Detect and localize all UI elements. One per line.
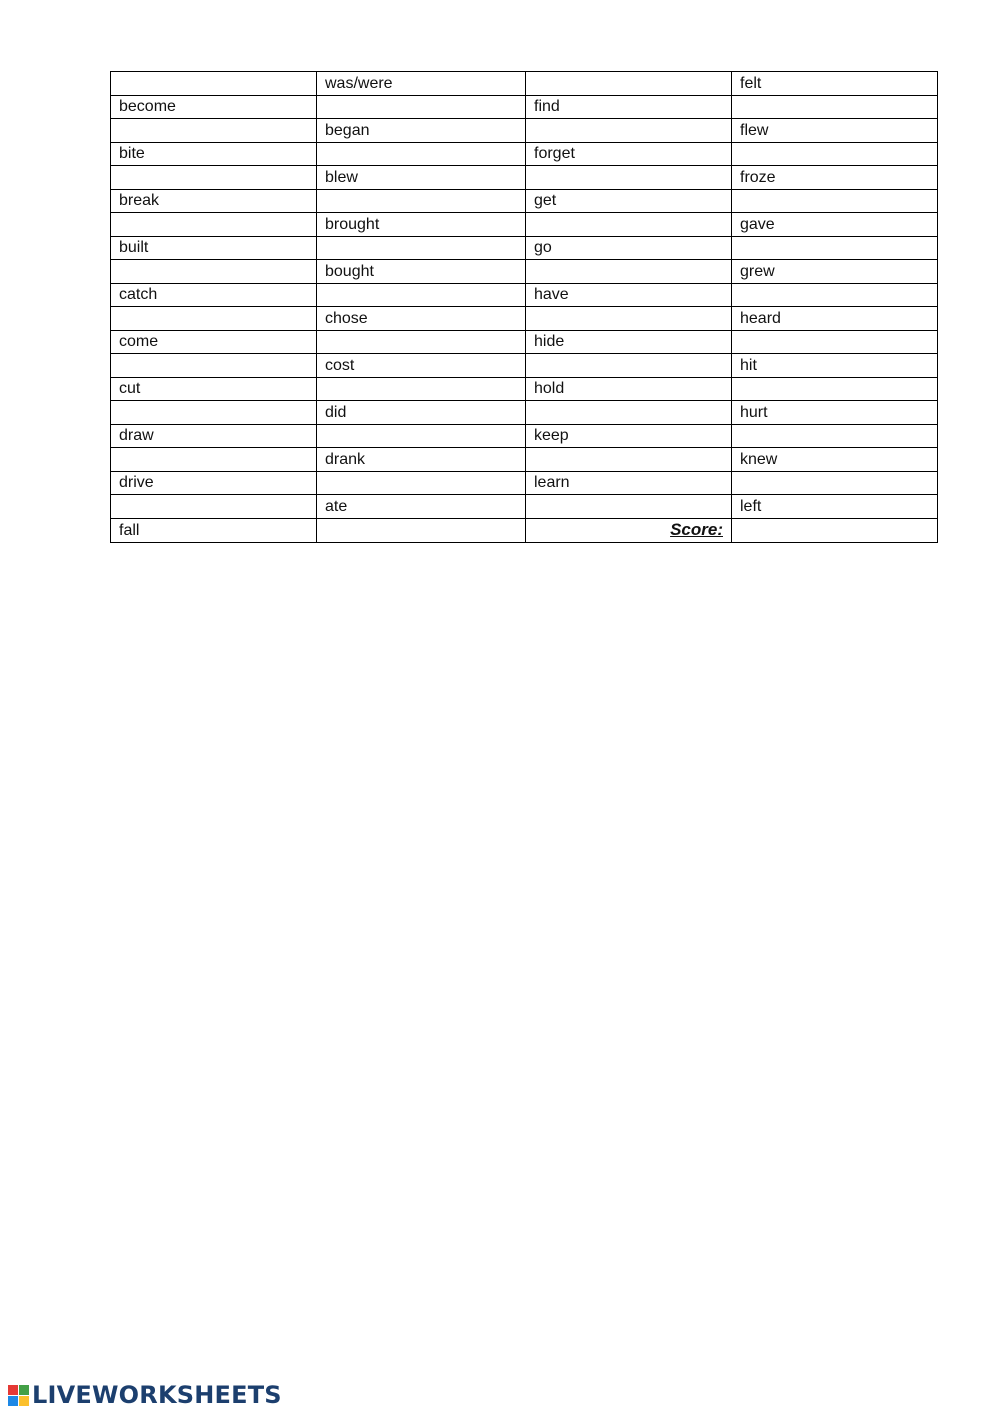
answer-cell[interactable] bbox=[732, 95, 938, 119]
verb-cell: learn bbox=[526, 471, 732, 495]
score-value-cell bbox=[732, 518, 938, 542]
verb-cell: chose bbox=[317, 307, 526, 331]
table-row bbox=[111, 495, 938, 519]
verb-cell: grew bbox=[732, 260, 938, 284]
table-row bbox=[111, 283, 938, 307]
logo-tile bbox=[8, 1396, 18, 1406]
verb-cell: go bbox=[526, 236, 732, 260]
table-row bbox=[111, 142, 938, 166]
verb-cell: cost bbox=[317, 354, 526, 378]
verb-cell: ate bbox=[317, 495, 526, 519]
table-row bbox=[111, 448, 938, 472]
answer-cell[interactable] bbox=[111, 354, 317, 378]
verb-cell: bought bbox=[317, 260, 526, 284]
verb-cell: gave bbox=[732, 213, 938, 237]
answer-cell[interactable] bbox=[526, 213, 732, 237]
verb-cell: brought bbox=[317, 213, 526, 237]
table-row bbox=[111, 260, 938, 284]
verb-cell: hide bbox=[526, 330, 732, 354]
table-row bbox=[111, 307, 938, 331]
verb-cell: draw bbox=[111, 424, 317, 448]
answer-cell[interactable] bbox=[317, 518, 526, 542]
table-row bbox=[111, 166, 938, 190]
verb-cell: felt bbox=[732, 72, 938, 96]
answer-cell[interactable] bbox=[526, 166, 732, 190]
table-row bbox=[111, 471, 938, 495]
verb-cell: heard bbox=[732, 307, 938, 331]
logo-tile bbox=[19, 1396, 29, 1406]
answer-cell[interactable] bbox=[526, 260, 732, 284]
verb-cell: come bbox=[111, 330, 317, 354]
answer-cell[interactable] bbox=[526, 119, 732, 143]
table-row bbox=[111, 354, 938, 378]
verb-cell: become bbox=[111, 95, 317, 119]
verb-table-body bbox=[111, 72, 938, 543]
verb-cell: hit bbox=[732, 354, 938, 378]
answer-cell[interactable] bbox=[526, 354, 732, 378]
answer-cell[interactable] bbox=[732, 283, 938, 307]
table-row bbox=[111, 213, 938, 237]
answer-cell[interactable] bbox=[317, 236, 526, 260]
answer-cell[interactable] bbox=[732, 377, 938, 401]
logo-tile bbox=[8, 1385, 18, 1395]
table-row bbox=[111, 424, 938, 448]
verb-cell: left bbox=[732, 495, 938, 519]
answer-cell[interactable] bbox=[317, 424, 526, 448]
answer-cell[interactable] bbox=[317, 377, 526, 401]
verb-cell: catch bbox=[111, 283, 317, 307]
table-row bbox=[111, 377, 938, 401]
verb-cell: flew bbox=[732, 119, 938, 143]
answer-cell[interactable] bbox=[111, 119, 317, 143]
verb-cell: keep bbox=[526, 424, 732, 448]
answer-cell[interactable] bbox=[317, 189, 526, 213]
verb-cell: began bbox=[317, 119, 526, 143]
table-row bbox=[111, 401, 938, 425]
table-row bbox=[111, 119, 938, 143]
logo-text: LIVEWORKSHEETS bbox=[32, 1381, 282, 1409]
verb-cell: drank bbox=[317, 448, 526, 472]
verb-cell: froze bbox=[732, 166, 938, 190]
answer-cell[interactable] bbox=[111, 401, 317, 425]
verb-table bbox=[110, 71, 938, 543]
answer-cell[interactable] bbox=[526, 401, 732, 425]
table-row bbox=[111, 189, 938, 213]
liveworksheets-logo bbox=[8, 1382, 282, 1408]
answer-cell[interactable] bbox=[111, 166, 317, 190]
answer-cell[interactable] bbox=[526, 448, 732, 472]
answer-cell[interactable] bbox=[317, 330, 526, 354]
table-row bbox=[111, 95, 938, 119]
answer-cell[interactable] bbox=[526, 72, 732, 96]
verb-cell: cut bbox=[111, 377, 317, 401]
answer-cell[interactable] bbox=[732, 236, 938, 260]
answer-cell[interactable] bbox=[317, 142, 526, 166]
score-label: Score: bbox=[670, 519, 723, 539]
verb-cell: hurt bbox=[732, 401, 938, 425]
answer-cell[interactable] bbox=[732, 471, 938, 495]
table-row bbox=[111, 72, 938, 96]
verb-cell: bite bbox=[111, 142, 317, 166]
answer-cell[interactable] bbox=[732, 330, 938, 354]
answer-cell[interactable] bbox=[732, 142, 938, 166]
verb-cell: find bbox=[526, 95, 732, 119]
verb-cell: fall bbox=[111, 518, 317, 542]
answer-cell[interactable] bbox=[317, 95, 526, 119]
answer-cell[interactable] bbox=[111, 307, 317, 331]
answer-cell[interactable] bbox=[317, 283, 526, 307]
verb-cell: get bbox=[526, 189, 732, 213]
answer-cell[interactable] bbox=[111, 260, 317, 284]
answer-cell[interactable] bbox=[526, 495, 732, 519]
score-label-cell bbox=[526, 518, 732, 542]
answer-cell[interactable] bbox=[111, 72, 317, 96]
answer-cell[interactable] bbox=[732, 189, 938, 213]
verb-cell: was/were bbox=[317, 72, 526, 96]
answer-cell[interactable] bbox=[111, 213, 317, 237]
verb-cell: did bbox=[317, 401, 526, 425]
verb-cell: built bbox=[111, 236, 317, 260]
verb-cell: knew bbox=[732, 448, 938, 472]
verb-cell: have bbox=[526, 283, 732, 307]
table-row bbox=[111, 236, 938, 260]
answer-cell[interactable] bbox=[526, 307, 732, 331]
verb-cell: hold bbox=[526, 377, 732, 401]
verb-cell: forget bbox=[526, 142, 732, 166]
verb-cell: drive bbox=[111, 471, 317, 495]
answer-cell[interactable] bbox=[317, 471, 526, 495]
table-row bbox=[111, 330, 938, 354]
verb-cell: blew bbox=[317, 166, 526, 190]
logo-tile bbox=[19, 1385, 29, 1395]
answer-cell[interactable] bbox=[111, 495, 317, 519]
table-row-last bbox=[111, 518, 938, 542]
answer-cell[interactable] bbox=[111, 448, 317, 472]
answer-cell[interactable] bbox=[732, 424, 938, 448]
verb-cell: break bbox=[111, 189, 317, 213]
liveworksheets-logo-icon bbox=[8, 1385, 29, 1406]
